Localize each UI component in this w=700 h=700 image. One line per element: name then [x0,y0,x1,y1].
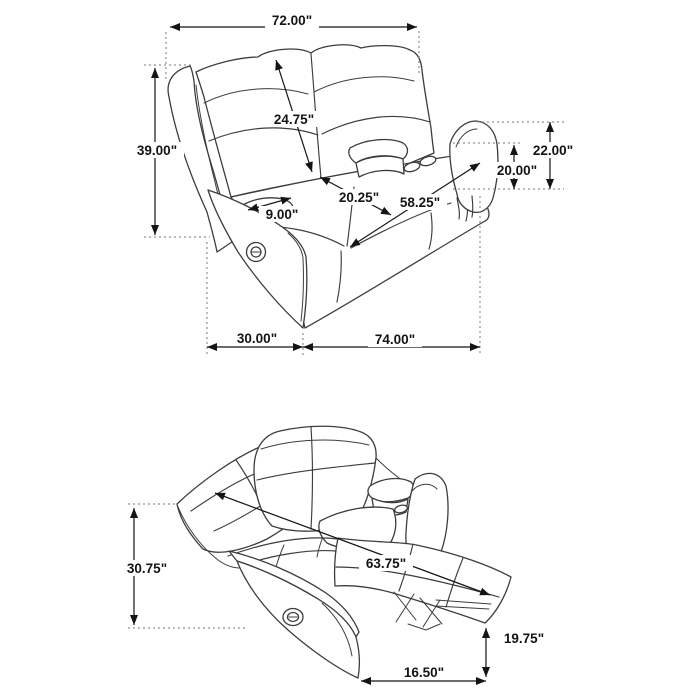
dim-base-width [303,331,480,347]
svg-text:24.75": 24.75" [273,112,315,127]
dim-reclined-height [120,508,174,625]
dimension-label [259,206,305,222]
dimension-label [359,555,413,571]
svg-text:72.00": 72.00" [271,13,313,28]
svg-text:30.00": 30.00" [236,331,278,346]
dimension-label [397,664,451,680]
dimension-label [497,630,551,646]
loveseat-reclined-drawing [177,426,511,678]
dim-arm-height [526,122,580,189]
console-pad [368,479,414,502]
dimension-label [368,331,422,347]
dimension-label [267,111,321,127]
dim-overall-width [170,12,417,28]
loveseat-upright-drawing [168,45,498,328]
svg-text:19.75": 19.75" [503,631,545,646]
dimension-label [120,560,174,576]
svg-text:30.75": 30.75" [126,561,168,576]
dimension-label [230,330,284,346]
svg-text:20.25": 20.25" [338,190,380,205]
svg-text:9.00": 9.00" [265,207,299,222]
dimension-label [130,142,184,158]
footrest [335,538,511,623]
svg-text:16.50": 16.50" [403,665,445,680]
svg-text:63.75": 63.75" [365,556,407,571]
svg-text:22.00": 22.00" [532,143,574,158]
dim-footrest-height [486,628,551,677]
dim-footrest-ground-depth [361,664,486,681]
dimension-label [393,194,447,210]
dimension-label [526,142,580,158]
upright-view [130,12,580,356]
reclined-view [120,426,551,681]
dimension-label [332,189,386,205]
power-recline-button [283,609,303,626]
power-recline-button [247,243,266,262]
svg-text:39.00": 39.00" [136,143,178,158]
dim-base-depth [207,330,303,347]
dimension-label [490,162,544,178]
dimension-label [265,12,319,28]
svg-text:58.25": 58.25" [399,195,441,210]
svg-text:20.00": 20.00" [496,163,538,178]
svg-text:74.00": 74.00" [374,332,416,347]
